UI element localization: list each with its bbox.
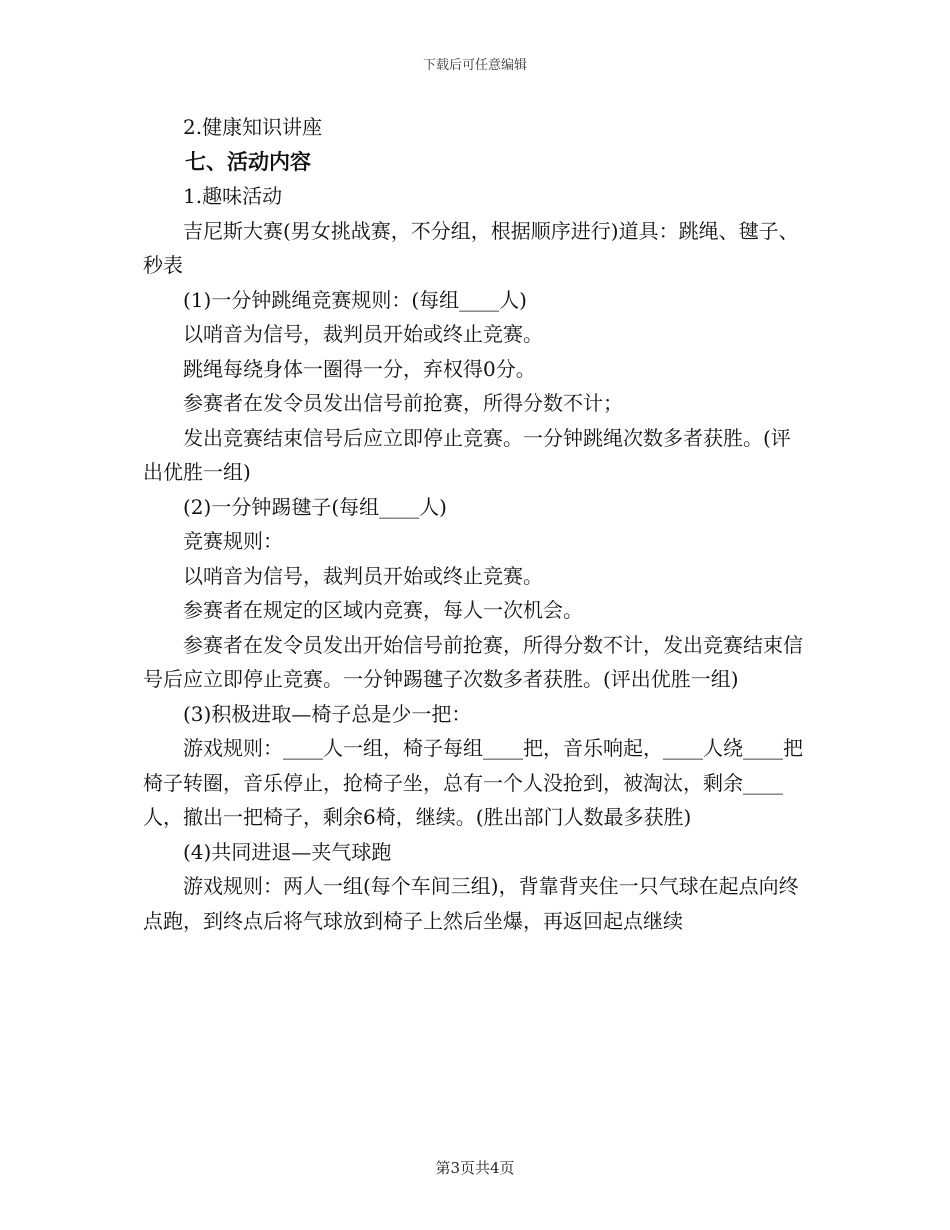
section-item-health-lecture: 2.健康知识讲座 [183,115,323,139]
paragraph-false-start-1: 参赛者在发令员发出信号前抢赛，所得分数不计； [183,391,623,415]
section-heading-activity-content: 七、活动内容 [185,148,311,174]
item-musical-chairs-title: (3)积极进取—椅子总是少一把： [183,701,472,726]
paragraph-jump-rope-scoring: 跳绳每绕身体一圈得一分，弃权得0分。 [183,356,536,381]
paragraph-whistle-signal-2: 以哨音为信号，裁判员开始或终止竞赛。 [183,563,543,588]
paragraph-whistle-signal-1: 以哨音为信号，裁判员开始或终止竞赛。 [183,322,543,346]
page-footer: 第3页共4页 [435,1159,515,1177]
subsection-fun-activities: 1.趣味活动 [183,184,283,208]
paragraph-designated-area: 参赛者在规定的区域内竞赛，每人一次机会。 [183,598,583,622]
item-jump-rope-title: (1)一分钟跳绳竞赛规则：(每组____人) [183,287,527,312]
paragraph-musical-chairs-rules: 游戏规则：____人一组，椅子每组____把，音乐响起，____人绕____把椅子转圈，音乐停止，抢椅子坐，总有一个人没抢到，被淘汰，剩余____人，撤出一把椅子，剩余6椅，继续。(胜出部门人数最多获胜) [143,736,803,829]
paragraph-balloon-run-rules: 游戏规则：两人一组(每个车间三组)，背靠背夹住一只气球在起点向终点跑，到终点后将气球放到椅子上然后坐爆，再返回起点继续 [143,874,799,933]
item-shuttlecock-title: (2)一分钟踢毽子(每组____人) [183,494,447,519]
page-header: 下载后可任意编辑 [422,58,527,73]
item-balloon-run-title: (4)共同进退—夹气球跑 [183,839,392,864]
paragraph-shuttlecock-end: 参赛者在发令员发出开始信号前抢赛，所得分数不计，发出竞赛结束信号后应立即停止竞赛。一分钟踢毽子次数多者获胜。(评出优胜一组) [143,632,803,691]
paragraph-competition-rules: 竞赛规则： [183,529,283,553]
document-body [143,110,808,938]
paragraph-guinness-contest: 吉尼斯大赛(男女挑战赛，不分组，根据顺序进行)道具：跳绳、毽子、秒表 [143,218,799,277]
paragraph-jump-rope-end: 发出竞赛结束信号后应立即停止竞赛。一分钟跳绳次数多者获胜。(评出优胜一组) [143,425,791,484]
